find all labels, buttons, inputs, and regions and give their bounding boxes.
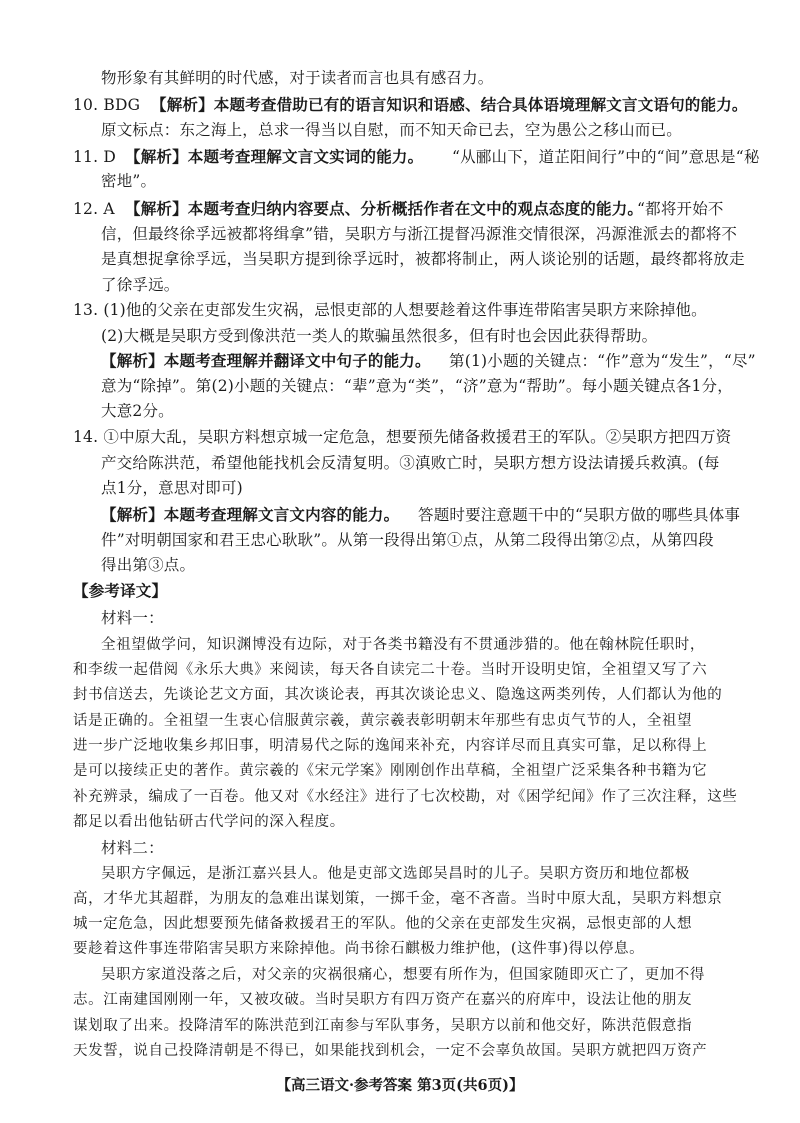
text-line: 材料一： bbox=[101, 609, 164, 627]
text-line: 是真想捉拿徐孚远，当吴职方提到徐孚远时，被都将制止，两人谈论别的话题，最终都将放走 bbox=[101, 250, 745, 268]
text-line: 11. D bbox=[73, 148, 117, 166]
text-line: 得出第③点。 bbox=[101, 556, 196, 574]
text-line: “从郦山下，道芷阳间行”中的“间”意思是“秘 bbox=[452, 148, 760, 166]
text-line: 吴职方家道没落之后，对父亲的灾祸很痛心，想要有所作为，但国家随即灭亡了，更加不得 bbox=[101, 967, 705, 983]
text-line: 封书信送去，先谈论艺文方面，其次谈论表，再其次谈论忠义、隐逸这两类列传，人们都认为他的 bbox=[73, 687, 723, 703]
text-line: 信，但最终徐孚远被都将缉拿”错，吴职方与浙江提督冯源淮交情很深，冯源淮派去的都将不 bbox=[101, 225, 738, 243]
text-line: 14. ①中原大乱，吴职方料想京城一定危急，想要预先储备救援君王的军队。②吴职方把四万资 bbox=[73, 428, 732, 446]
page-footer: 【高三语文·参考答案 第3页(共6页)】 bbox=[276, 1077, 524, 1094]
text-line: 话是正确的。全祖望一生衷心信服黄宗羲，黄宗羲表彰明朝末年那些有忠贞气节的人，全祖望 bbox=[73, 713, 693, 729]
text-line: 城一定危急，因此想要预先储备救援君王的军队。他的父亲在吏部发生灾祸，忌恨吏部的人想 bbox=[73, 916, 693, 932]
text-line: 点1分，意思对即可) bbox=[101, 479, 243, 497]
text-line: 意为“除掉”。第(2)小题的关键点：“辈”意为“类”，“济”意为“帮助”。每小题关键点各1分， bbox=[101, 377, 733, 395]
text-line: “都将开始不 bbox=[637, 200, 724, 218]
text-line: 【解析】本题考查借助已有的语言知识和语感、结合具体语境理解文言文语句的能力。 bbox=[151, 95, 748, 114]
text-line: 件”对明朝国家和君王忠心耿耿”。从第一段得出第①点，从第二段得出第②点，从第四段 bbox=[101, 531, 714, 549]
text-line: 答题时要注意题干中的“吴职方做的哪些具体事 bbox=[418, 506, 741, 524]
text-line: 进一步广泛地收集乡邦旧事，明清易代之际的逸闻来补充，内容详尽而且真实可靠，足以称得上 bbox=[73, 738, 708, 754]
text-line: 物形象有其鲜明的时代感，对于读者而言也具有感召力。 bbox=[101, 69, 494, 87]
text-line: 【解析】本题考查理解并翻译文中句子的能力。 bbox=[101, 351, 431, 370]
text-line: 【解析】本题考查理解文言文实词的能力。 bbox=[125, 147, 424, 166]
text-line: 全祖望做学问，知识渊博没有边际，对于各类书籍没有不贯通涉猎的。他在翰林院任职时， bbox=[101, 637, 705, 653]
text-line: 吴职方字佩远，是浙江嘉兴县人。他是吏部文选郎吴昌时的儿子。吴职方资历和地位都极 bbox=[101, 866, 690, 882]
text-line: 【解析】本题考查理解文言文内容的能力。 bbox=[101, 505, 400, 524]
text-line: 13. (1)他的父亲在吏部发生灾祸，忌恨吏部的人想要趁着这件事连带陷害吴职方来除掉他。 bbox=[73, 301, 707, 319]
text-line: 了徐孚远。 bbox=[101, 276, 180, 294]
text-line: 10. BDG bbox=[73, 96, 141, 114]
text-line: 第(1)小题的关键点：“作”意为“发生”，“尽” bbox=[449, 352, 756, 370]
text-line: 和李绂一起借阅《永乐大典》来阅读，每天各自读完二十卷。当时开设明史馆，全祖望又写了六 bbox=[73, 662, 708, 678]
text-line: (2)大概是吴职方受到像洪范一类人的欺骗虽然很多，但有时也会因此获得帮助。 bbox=[101, 327, 658, 345]
text-line: 都足以看出他钻研古代学问的深入程度。 bbox=[73, 814, 345, 830]
text-line: 谋划取了出来。投降清军的陈洪范到江南参与军队事务，吴职方以前和他交好，陈洪范假意指 bbox=[73, 1018, 693, 1034]
text-line: 产交给陈洪范，希望他能找机会反清复明。③滇败亡时，吴职方想方设法请援兵救滇。(每 bbox=[101, 454, 720, 472]
text-line: 材料二： bbox=[101, 839, 164, 857]
text-line: 要趁着这件事连带陷害吴职方来除掉他。尚书徐石麒极力维护他，(这件事)得以停息。 bbox=[73, 941, 645, 957]
text-line: 【参考译文】 bbox=[73, 581, 168, 600]
text-line: 补充辨录，编成了一百卷。他又对《水经注》进行了七次校勘，对《困学纪闻》作了三次注释，这些 bbox=[73, 789, 738, 805]
text-line: 12. A bbox=[73, 200, 115, 218]
text-line: 志。江南建国刚刚一年，又被攻破。当时吴职方有四万资产在嘉兴的府库中，设法让他的朋友 bbox=[73, 992, 693, 1008]
text-line: 原文标点：东之海上，总求一得当以自慰，而不知天命已去，空为愚公之移山而已。 bbox=[101, 121, 682, 139]
text-line: 天发誓，说自己投降清朝是不得已，如果能找到机会，一定不会辜负故国。吴职方就把四万资产 bbox=[73, 1043, 708, 1059]
text-line: 是可以接续正史的著作。黄宗羲的《宋元学案》刚刚创作出草稿，全祖望广泛采集各种书籍为它 bbox=[73, 763, 708, 779]
text-line: 大意2分。 bbox=[101, 402, 174, 420]
text-line: 高，才华尤其超群，为朋友的急难出谋划策，一掷千金，毫不吝啬。当时中原大乱，吴职方料想京 bbox=[73, 891, 723, 907]
text-line: 密地”。 bbox=[101, 172, 157, 190]
text-line: 【解析】本题考查归纳内容要点、分析概括作者在文中的观点态度的能力。 bbox=[125, 199, 644, 218]
